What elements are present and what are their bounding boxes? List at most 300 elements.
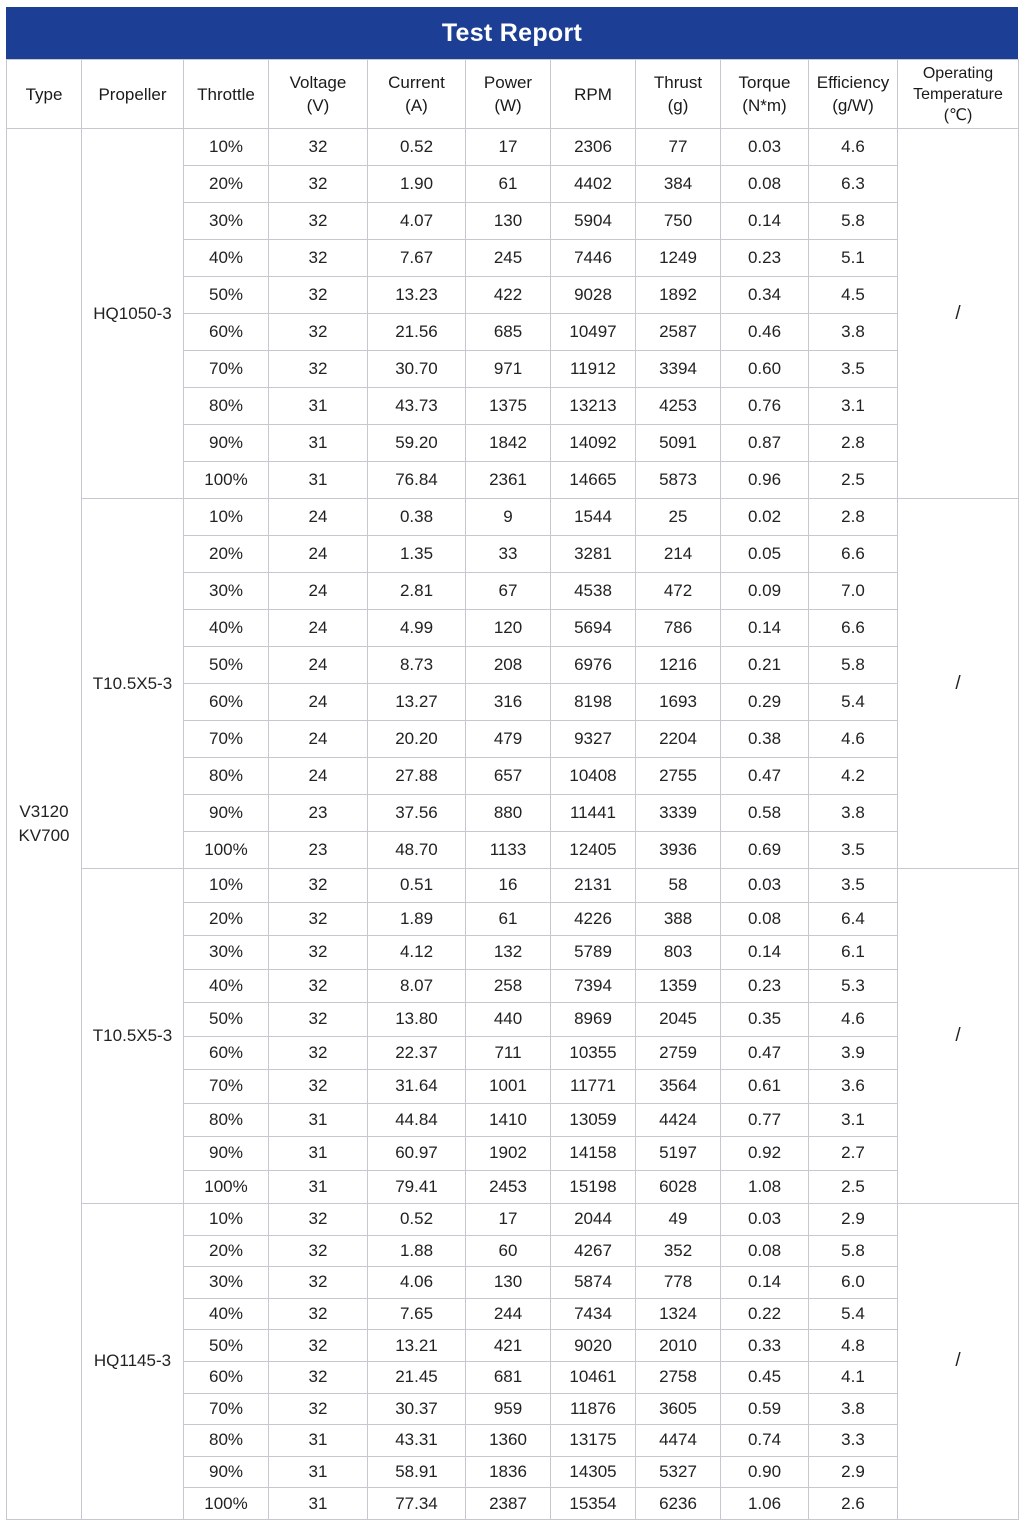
throttle-cell: 20% bbox=[184, 536, 269, 573]
voltage-cell: 32 bbox=[269, 1298, 368, 1330]
rpm-cell: 9028 bbox=[551, 277, 636, 314]
torque-cell: 0.09 bbox=[721, 573, 809, 610]
torque-cell: 0.08 bbox=[721, 166, 809, 203]
operating-temperature-cell: / bbox=[898, 129, 1019, 499]
efficiency-cell: 2.8 bbox=[809, 499, 898, 536]
voltage-cell: 31 bbox=[269, 1488, 368, 1520]
rpm-cell: 14665 bbox=[551, 462, 636, 499]
thrust-cell: 1693 bbox=[636, 684, 721, 721]
operating-temperature-cell: / bbox=[898, 869, 1019, 1204]
efficiency-cell: 2.6 bbox=[809, 1488, 898, 1520]
rpm-cell: 8198 bbox=[551, 684, 636, 721]
thrust-cell: 2045 bbox=[636, 1003, 721, 1037]
voltage-cell: 31 bbox=[269, 1425, 368, 1457]
rpm-cell: 9020 bbox=[551, 1330, 636, 1362]
efficiency-cell: 4.6 bbox=[809, 1003, 898, 1037]
torque-cell: 0.08 bbox=[721, 902, 809, 936]
thrust-cell: 778 bbox=[636, 1267, 721, 1299]
efficiency-cell: 4.5 bbox=[809, 277, 898, 314]
rpm-cell: 4267 bbox=[551, 1235, 636, 1267]
thrust-cell: 786 bbox=[636, 610, 721, 647]
table-row bbox=[7, 869, 1019, 903]
throttle-cell: 100% bbox=[184, 832, 269, 869]
throttle-cell: 50% bbox=[184, 647, 269, 684]
power-cell: 479 bbox=[466, 721, 551, 758]
thrust-cell: 4424 bbox=[636, 1103, 721, 1137]
rpm-cell: 10408 bbox=[551, 758, 636, 795]
test-report-table bbox=[6, 59, 1019, 1520]
torque-cell: 0.23 bbox=[721, 969, 809, 1003]
voltage-cell: 32 bbox=[269, 1070, 368, 1104]
throttle-cell: 20% bbox=[184, 1235, 269, 1267]
current-cell: 30.70 bbox=[368, 351, 466, 388]
thrust-cell: 49 bbox=[636, 1204, 721, 1236]
table-body bbox=[7, 129, 1019, 1520]
power-cell: 132 bbox=[466, 936, 551, 970]
thrust-cell: 3339 bbox=[636, 795, 721, 832]
current-cell: 7.65 bbox=[368, 1298, 466, 1330]
type-cell bbox=[7, 129, 82, 1520]
throttle-cell: 90% bbox=[184, 425, 269, 462]
voltage-cell: 32 bbox=[269, 902, 368, 936]
thrust-cell: 5197 bbox=[636, 1137, 721, 1171]
efficiency-cell: 3.6 bbox=[809, 1070, 898, 1104]
table-row bbox=[7, 129, 1019, 166]
rpm-cell: 8969 bbox=[551, 1003, 636, 1037]
power-cell: 1133 bbox=[466, 832, 551, 869]
power-cell: 1001 bbox=[466, 1070, 551, 1104]
torque-cell: 0.96 bbox=[721, 462, 809, 499]
efficiency-cell: 5.8 bbox=[809, 647, 898, 684]
voltage-cell: 31 bbox=[269, 1137, 368, 1171]
voltage-cell: 31 bbox=[269, 1170, 368, 1204]
torque-cell: 0.34 bbox=[721, 277, 809, 314]
voltage-cell: 32 bbox=[269, 129, 368, 166]
power-cell: 422 bbox=[466, 277, 551, 314]
throttle-cell: 70% bbox=[184, 1393, 269, 1425]
efficiency-cell: 7.0 bbox=[809, 573, 898, 610]
throttle-cell: 100% bbox=[184, 462, 269, 499]
throttle-cell: 50% bbox=[184, 1003, 269, 1037]
power-cell: 316 bbox=[466, 684, 551, 721]
rpm-cell: 5874 bbox=[551, 1267, 636, 1299]
header-operating-temperature: Operating Temperature (℃) bbox=[898, 60, 1019, 129]
rpm-cell: 4402 bbox=[551, 166, 636, 203]
current-cell: 27.88 bbox=[368, 758, 466, 795]
torque-cell: 0.60 bbox=[721, 351, 809, 388]
rpm-cell: 4226 bbox=[551, 902, 636, 936]
throttle-cell: 60% bbox=[184, 314, 269, 351]
current-cell: 13.27 bbox=[368, 684, 466, 721]
thrust-cell: 750 bbox=[636, 203, 721, 240]
efficiency-cell: 2.5 bbox=[809, 1170, 898, 1204]
power-cell: 245 bbox=[466, 240, 551, 277]
current-cell: 1.90 bbox=[368, 166, 466, 203]
header-row bbox=[7, 60, 1019, 129]
propeller-cell: HQ1145-3 bbox=[82, 1204, 184, 1520]
voltage-cell: 32 bbox=[269, 869, 368, 903]
voltage-cell: 24 bbox=[269, 536, 368, 573]
current-cell: 4.12 bbox=[368, 936, 466, 970]
voltage-cell: 32 bbox=[269, 1361, 368, 1393]
rpm-cell: 11441 bbox=[551, 795, 636, 832]
throttle-cell: 20% bbox=[184, 902, 269, 936]
thrust-cell: 2587 bbox=[636, 314, 721, 351]
current-cell: 22.37 bbox=[368, 1036, 466, 1070]
header-propeller: Propeller bbox=[82, 60, 184, 129]
current-cell: 0.38 bbox=[368, 499, 466, 536]
efficiency-cell: 3.8 bbox=[809, 1393, 898, 1425]
voltage-cell: 23 bbox=[269, 795, 368, 832]
torque-cell: 0.76 bbox=[721, 388, 809, 425]
propeller-cell: T10.5X5-3 bbox=[82, 869, 184, 1204]
torque-cell: 0.14 bbox=[721, 203, 809, 240]
thrust-cell: 4474 bbox=[636, 1425, 721, 1457]
power-cell: 681 bbox=[466, 1361, 551, 1393]
rpm-cell: 14092 bbox=[551, 425, 636, 462]
thrust-cell: 6028 bbox=[636, 1170, 721, 1204]
current-cell: 13.23 bbox=[368, 277, 466, 314]
current-cell: 13.80 bbox=[368, 1003, 466, 1037]
torque-cell: 0.33 bbox=[721, 1330, 809, 1362]
power-cell: 60 bbox=[466, 1235, 551, 1267]
rpm-cell: 1544 bbox=[551, 499, 636, 536]
throttle-cell: 80% bbox=[184, 388, 269, 425]
voltage-cell: 31 bbox=[269, 388, 368, 425]
voltage-cell: 24 bbox=[269, 647, 368, 684]
current-cell: 20.20 bbox=[368, 721, 466, 758]
header-throttle: Throttle bbox=[184, 60, 269, 129]
voltage-cell: 24 bbox=[269, 721, 368, 758]
throttle-cell: 90% bbox=[184, 1137, 269, 1171]
throttle-cell: 30% bbox=[184, 1267, 269, 1299]
power-cell: 33 bbox=[466, 536, 551, 573]
efficiency-cell: 4.6 bbox=[809, 129, 898, 166]
current-cell: 60.97 bbox=[368, 1137, 466, 1171]
power-cell: 2453 bbox=[466, 1170, 551, 1204]
current-cell: 58.91 bbox=[368, 1456, 466, 1488]
torque-cell: 0.03 bbox=[721, 869, 809, 903]
efficiency-cell: 3.9 bbox=[809, 1036, 898, 1070]
throttle-cell: 70% bbox=[184, 721, 269, 758]
rpm-cell: 15198 bbox=[551, 1170, 636, 1204]
rpm-cell: 2306 bbox=[551, 129, 636, 166]
throttle-cell: 40% bbox=[184, 969, 269, 1003]
power-cell: 61 bbox=[466, 902, 551, 936]
throttle-cell: 20% bbox=[184, 166, 269, 203]
throttle-cell: 10% bbox=[184, 869, 269, 903]
thrust-cell: 472 bbox=[636, 573, 721, 610]
type-model: V3120 bbox=[19, 801, 69, 821]
power-cell: 971 bbox=[466, 351, 551, 388]
throttle-cell: 90% bbox=[184, 795, 269, 832]
voltage-cell: 32 bbox=[269, 1267, 368, 1299]
voltage-cell: 32 bbox=[269, 277, 368, 314]
thrust-cell: 3936 bbox=[636, 832, 721, 869]
thrust-cell: 214 bbox=[636, 536, 721, 573]
efficiency-cell: 3.5 bbox=[809, 832, 898, 869]
thrust-cell: 2755 bbox=[636, 758, 721, 795]
torque-cell: 0.02 bbox=[721, 499, 809, 536]
power-cell: 17 bbox=[466, 1204, 551, 1236]
rpm-cell: 10461 bbox=[551, 1361, 636, 1393]
torque-cell: 0.61 bbox=[721, 1070, 809, 1104]
voltage-cell: 32 bbox=[269, 969, 368, 1003]
current-cell: 1.89 bbox=[368, 902, 466, 936]
throttle-cell: 100% bbox=[184, 1488, 269, 1520]
throttle-cell: 40% bbox=[184, 610, 269, 647]
torque-cell: 0.14 bbox=[721, 610, 809, 647]
torque-cell: 0.90 bbox=[721, 1456, 809, 1488]
torque-cell: 0.05 bbox=[721, 536, 809, 573]
thrust-cell: 77 bbox=[636, 129, 721, 166]
rpm-cell: 7434 bbox=[551, 1298, 636, 1330]
voltage-cell: 31 bbox=[269, 1456, 368, 1488]
efficiency-cell: 3.8 bbox=[809, 795, 898, 832]
torque-cell: 0.45 bbox=[721, 1361, 809, 1393]
throttle-cell: 30% bbox=[184, 936, 269, 970]
efficiency-cell: 4.1 bbox=[809, 1361, 898, 1393]
thrust-cell: 2758 bbox=[636, 1361, 721, 1393]
current-cell: 0.52 bbox=[368, 129, 466, 166]
voltage-cell: 32 bbox=[269, 1330, 368, 1362]
header-torque: Torque (N*m) bbox=[721, 60, 809, 129]
header-current: Current (A) bbox=[368, 60, 466, 129]
throttle-cell: 50% bbox=[184, 1330, 269, 1362]
voltage-cell: 32 bbox=[269, 240, 368, 277]
thrust-cell: 1359 bbox=[636, 969, 721, 1003]
efficiency-cell: 6.0 bbox=[809, 1267, 898, 1299]
torque-cell: 0.46 bbox=[721, 314, 809, 351]
rpm-cell: 5904 bbox=[551, 203, 636, 240]
voltage-cell: 32 bbox=[269, 203, 368, 240]
current-cell: 8.07 bbox=[368, 969, 466, 1003]
throttle-cell: 80% bbox=[184, 1425, 269, 1457]
current-cell: 0.51 bbox=[368, 869, 466, 903]
efficiency-cell: 5.4 bbox=[809, 684, 898, 721]
voltage-cell: 32 bbox=[269, 1036, 368, 1070]
thrust-cell: 5873 bbox=[636, 462, 721, 499]
efficiency-cell: 6.4 bbox=[809, 902, 898, 936]
throttle-cell: 50% bbox=[184, 277, 269, 314]
operating-temperature-cell: / bbox=[898, 499, 1019, 869]
efficiency-cell: 6.6 bbox=[809, 610, 898, 647]
voltage-cell: 31 bbox=[269, 1103, 368, 1137]
efficiency-cell: 5.3 bbox=[809, 969, 898, 1003]
throttle-cell: 10% bbox=[184, 499, 269, 536]
current-cell: 4.07 bbox=[368, 203, 466, 240]
power-cell: 258 bbox=[466, 969, 551, 1003]
throttle-cell: 100% bbox=[184, 1170, 269, 1204]
efficiency-cell: 6.1 bbox=[809, 936, 898, 970]
voltage-cell: 32 bbox=[269, 351, 368, 388]
current-cell: 48.70 bbox=[368, 832, 466, 869]
voltage-cell: 24 bbox=[269, 684, 368, 721]
rpm-cell: 11912 bbox=[551, 351, 636, 388]
efficiency-cell: 4.2 bbox=[809, 758, 898, 795]
current-cell: 43.31 bbox=[368, 1425, 466, 1457]
voltage-cell: 32 bbox=[269, 936, 368, 970]
torque-cell: 0.35 bbox=[721, 1003, 809, 1037]
torque-cell: 0.38 bbox=[721, 721, 809, 758]
header-voltage: Voltage (V) bbox=[269, 60, 368, 129]
rpm-cell: 13059 bbox=[551, 1103, 636, 1137]
efficiency-cell: 2.7 bbox=[809, 1137, 898, 1171]
rpm-cell: 15354 bbox=[551, 1488, 636, 1520]
voltage-cell: 32 bbox=[269, 314, 368, 351]
efficiency-cell: 6.6 bbox=[809, 536, 898, 573]
test-report bbox=[6, 7, 1018, 1520]
power-cell: 9 bbox=[466, 499, 551, 536]
torque-cell: 0.69 bbox=[721, 832, 809, 869]
efficiency-cell: 3.8 bbox=[809, 314, 898, 351]
header-efficiency: Efficiency (g/W) bbox=[809, 60, 898, 129]
voltage-cell: 24 bbox=[269, 610, 368, 647]
torque-cell: 0.23 bbox=[721, 240, 809, 277]
throttle-cell: 30% bbox=[184, 573, 269, 610]
power-cell: 2361 bbox=[466, 462, 551, 499]
voltage-cell: 24 bbox=[269, 499, 368, 536]
throttle-cell: 60% bbox=[184, 684, 269, 721]
efficiency-cell: 2.9 bbox=[809, 1204, 898, 1236]
power-cell: 130 bbox=[466, 203, 551, 240]
operating-temperature-cell: / bbox=[898, 1204, 1019, 1520]
power-cell: 685 bbox=[466, 314, 551, 351]
thrust-cell: 5327 bbox=[636, 1456, 721, 1488]
current-cell: 13.21 bbox=[368, 1330, 466, 1362]
efficiency-cell: 3.5 bbox=[809, 351, 898, 388]
power-cell: 208 bbox=[466, 647, 551, 684]
power-cell: 130 bbox=[466, 1267, 551, 1299]
torque-cell: 1.06 bbox=[721, 1488, 809, 1520]
voltage-cell: 31 bbox=[269, 425, 368, 462]
propeller-cell: T10.5X5-3 bbox=[82, 499, 184, 869]
current-cell: 37.56 bbox=[368, 795, 466, 832]
power-cell: 244 bbox=[466, 1298, 551, 1330]
power-cell: 120 bbox=[466, 610, 551, 647]
current-cell: 59.20 bbox=[368, 425, 466, 462]
throttle-cell: 80% bbox=[184, 758, 269, 795]
torque-cell: 1.08 bbox=[721, 1170, 809, 1204]
table-row bbox=[7, 499, 1019, 536]
power-cell: 1842 bbox=[466, 425, 551, 462]
type-kv: KV700 bbox=[18, 825, 70, 845]
torque-cell: 0.03 bbox=[721, 1204, 809, 1236]
efficiency-cell: 2.9 bbox=[809, 1456, 898, 1488]
thrust-cell: 5091 bbox=[636, 425, 721, 462]
torque-cell: 0.47 bbox=[721, 758, 809, 795]
power-cell: 61 bbox=[466, 166, 551, 203]
efficiency-cell: 5.8 bbox=[809, 203, 898, 240]
torque-cell: 0.47 bbox=[721, 1036, 809, 1070]
torque-cell: 0.29 bbox=[721, 684, 809, 721]
thrust-cell: 3605 bbox=[636, 1393, 721, 1425]
rpm-cell: 9327 bbox=[551, 721, 636, 758]
current-cell: 0.52 bbox=[368, 1204, 466, 1236]
power-cell: 1902 bbox=[466, 1137, 551, 1171]
current-cell: 8.73 bbox=[368, 647, 466, 684]
current-cell: 1.35 bbox=[368, 536, 466, 573]
power-cell: 711 bbox=[466, 1036, 551, 1070]
efficiency-cell: 3.1 bbox=[809, 388, 898, 425]
propeller-cell: HQ1050-3 bbox=[82, 129, 184, 499]
current-cell: 43.73 bbox=[368, 388, 466, 425]
thrust-cell: 1216 bbox=[636, 647, 721, 684]
voltage-cell: 23 bbox=[269, 832, 368, 869]
rpm-cell: 3281 bbox=[551, 536, 636, 573]
power-cell: 2387 bbox=[466, 1488, 551, 1520]
rpm-cell: 11771 bbox=[551, 1070, 636, 1104]
voltage-cell: 24 bbox=[269, 573, 368, 610]
thrust-cell: 2204 bbox=[636, 721, 721, 758]
efficiency-cell: 6.3 bbox=[809, 166, 898, 203]
efficiency-cell: 2.5 bbox=[809, 462, 898, 499]
power-cell: 880 bbox=[466, 795, 551, 832]
header-rpm: RPM bbox=[551, 60, 636, 129]
throttle-cell: 60% bbox=[184, 1036, 269, 1070]
torque-cell: 0.14 bbox=[721, 1267, 809, 1299]
rpm-cell: 13175 bbox=[551, 1425, 636, 1457]
efficiency-cell: 4.8 bbox=[809, 1330, 898, 1362]
header-type: Type bbox=[7, 60, 82, 129]
efficiency-cell: 4.6 bbox=[809, 721, 898, 758]
voltage-cell: 32 bbox=[269, 1235, 368, 1267]
torque-cell: 0.74 bbox=[721, 1425, 809, 1457]
power-cell: 421 bbox=[466, 1330, 551, 1362]
header-power: Power (W) bbox=[466, 60, 551, 129]
voltage-cell: 32 bbox=[269, 1393, 368, 1425]
torque-cell: 0.58 bbox=[721, 795, 809, 832]
current-cell: 4.06 bbox=[368, 1267, 466, 1299]
thrust-cell: 384 bbox=[636, 166, 721, 203]
current-cell: 4.99 bbox=[368, 610, 466, 647]
current-cell: 31.64 bbox=[368, 1070, 466, 1104]
voltage-cell: 32 bbox=[269, 166, 368, 203]
thrust-cell: 4253 bbox=[636, 388, 721, 425]
rpm-cell: 10355 bbox=[551, 1036, 636, 1070]
efficiency-cell: 3.5 bbox=[809, 869, 898, 903]
thrust-cell: 25 bbox=[636, 499, 721, 536]
torque-cell: 0.87 bbox=[721, 425, 809, 462]
throttle-cell: 40% bbox=[184, 1298, 269, 1330]
current-cell: 21.56 bbox=[368, 314, 466, 351]
efficiency-cell: 5.1 bbox=[809, 240, 898, 277]
throttle-cell: 40% bbox=[184, 240, 269, 277]
efficiency-cell: 5.4 bbox=[809, 1298, 898, 1330]
thrust-cell: 388 bbox=[636, 902, 721, 936]
throttle-cell: 30% bbox=[184, 203, 269, 240]
thrust-cell: 2010 bbox=[636, 1330, 721, 1362]
torque-cell: 0.21 bbox=[721, 647, 809, 684]
thrust-cell: 1324 bbox=[636, 1298, 721, 1330]
rpm-cell: 12405 bbox=[551, 832, 636, 869]
power-cell: 16 bbox=[466, 869, 551, 903]
current-cell: 44.84 bbox=[368, 1103, 466, 1137]
voltage-cell: 32 bbox=[269, 1204, 368, 1236]
power-cell: 17 bbox=[466, 129, 551, 166]
current-cell: 79.41 bbox=[368, 1170, 466, 1204]
rpm-cell: 7394 bbox=[551, 969, 636, 1003]
current-cell: 30.37 bbox=[368, 1393, 466, 1425]
current-cell: 21.45 bbox=[368, 1361, 466, 1393]
power-cell: 959 bbox=[466, 1393, 551, 1425]
voltage-cell: 31 bbox=[269, 462, 368, 499]
power-cell: 657 bbox=[466, 758, 551, 795]
thrust-cell: 3394 bbox=[636, 351, 721, 388]
thrust-cell: 3564 bbox=[636, 1070, 721, 1104]
table-row bbox=[7, 1204, 1019, 1236]
throttle-cell: 70% bbox=[184, 1070, 269, 1104]
